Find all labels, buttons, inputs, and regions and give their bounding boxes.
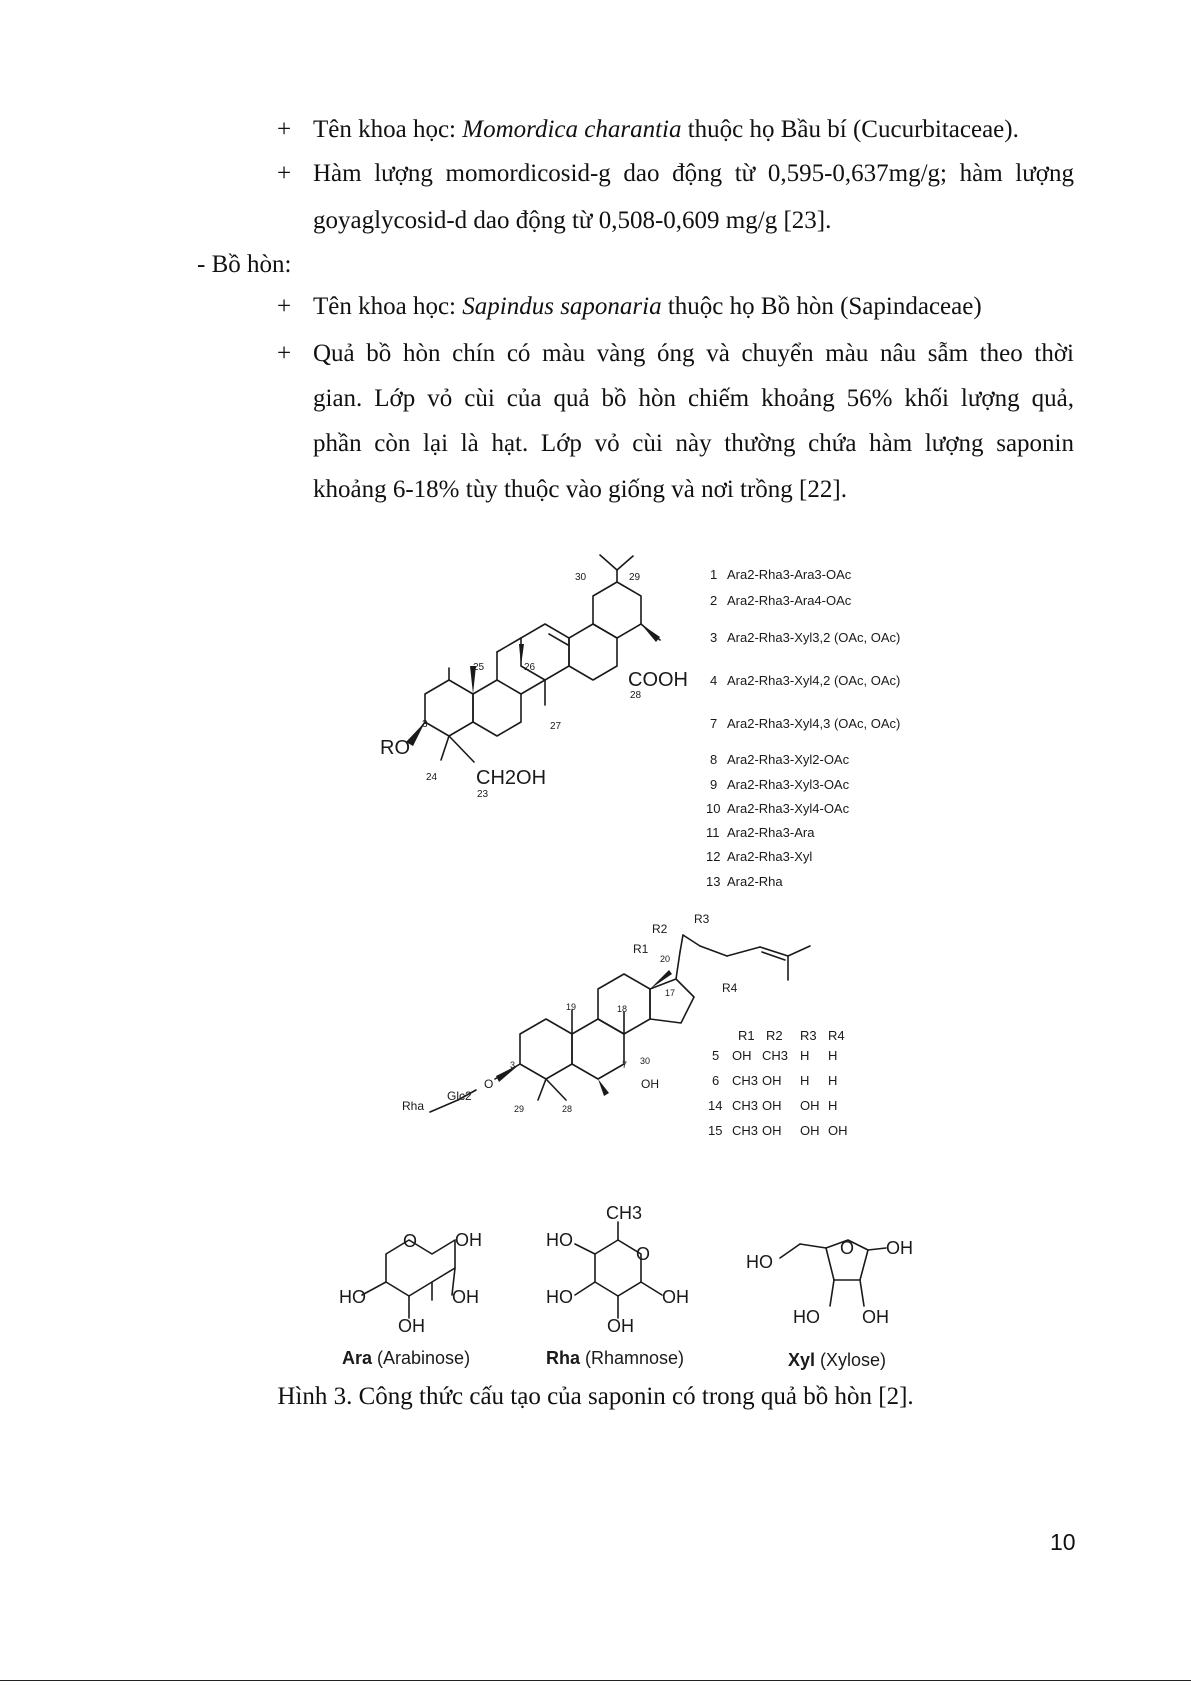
table-row-id: 6 — [712, 1073, 720, 1088]
compound-id: 2 — [710, 593, 718, 608]
locant-17: 17 — [665, 988, 676, 998]
rha-oh-1: OH — [662, 1287, 689, 1307]
locant-23: 23 — [477, 789, 489, 800]
compound-formula: Ara2-Rha3-Xyl4,3 (OAc, OAc) — [727, 716, 901, 731]
compound-formula: Ara2-Rha3-Ara4-OAc — [727, 593, 852, 608]
r3-label: R3 — [694, 912, 710, 926]
locant-29: 29 — [514, 1104, 525, 1114]
table-header-cell: R1 — [738, 1028, 755, 1043]
compound-formula: Ara2-Rha3-Xyl3-OAc — [727, 777, 850, 792]
ch2oh-label: CH2OH — [476, 767, 547, 789]
compound-formula: Ara2-Rha3-Xyl4-OAc — [727, 801, 850, 816]
table-cell: OH — [800, 1098, 820, 1113]
rha-label: Rha — [402, 1099, 425, 1113]
locant-20: 20 — [660, 954, 671, 964]
locant-19: 19 — [566, 1002, 577, 1012]
cooh-label: COOH — [628, 669, 688, 691]
table-cell: CH3 — [732, 1073, 759, 1088]
substituent-table — [708, 1028, 848, 1138]
table-header-cell: R2 — [766, 1028, 783, 1043]
ring-oxygen: O — [840, 1238, 855, 1258]
paragraph-line: gian. Lớp vỏ cùi của quả bồ hòn chiếm khoảng 56% khối lượng quả, — [313, 385, 1074, 412]
xylose-label: Xyl (Xylose) — [788, 1350, 887, 1370]
table-header-cell: R3 — [800, 1028, 817, 1043]
table-cell: H — [828, 1048, 838, 1063]
r1-label: R1 — [633, 942, 649, 956]
footer-rule — [0, 1680, 1191, 1681]
locant-25: 25 — [473, 662, 485, 673]
compound-id: 1 — [710, 567, 718, 582]
rha-oh-2: OH — [607, 1316, 634, 1336]
locant-24: 24 — [426, 772, 438, 783]
compound-formula: Ara2-Rha3-Ara3-OAc — [727, 567, 852, 582]
o-label: O — [484, 1077, 494, 1091]
table-row-id: 14 — [708, 1098, 723, 1113]
text-suffix: thuộc họ Bầu bí (Cucurbitaceae). — [681, 116, 1019, 143]
section-heading: - Bồ hòn: — [197, 251, 292, 278]
locant-28: 28 — [562, 1104, 573, 1114]
table-cell: CH3 — [762, 1048, 789, 1063]
compound-id: 11 — [706, 825, 720, 840]
scientific-name: Sapindus saponaria — [462, 293, 662, 320]
locant-28: 28 — [630, 690, 642, 701]
r4-label: R4 — [722, 981, 738, 995]
table-cell: OH — [762, 1123, 782, 1138]
locant-26: 26 — [524, 662, 536, 673]
paragraph-line: goyaglycosid-d dao động từ 0,508-0,609 mg/g [23]. — [313, 207, 832, 234]
table-row-id: 5 — [712, 1048, 720, 1063]
ring-oxygen: O — [636, 1244, 651, 1264]
text-prefix: Tên khoa học: — [313, 116, 463, 143]
compound-list — [706, 567, 900, 889]
bullet-marker: + — [277, 160, 292, 187]
rhamnose-ring — [575, 1222, 662, 1318]
ro-label: RO — [380, 737, 410, 759]
page-number: 10 — [1050, 1529, 1076, 1555]
table-header-cell: R4 — [828, 1028, 845, 1043]
table-cell: H — [800, 1048, 810, 1063]
locant-7: 7 — [622, 1060, 628, 1070]
rhamnose-label: Rha (Rhamnose) — [546, 1348, 685, 1368]
xyl-oh-2: OH — [862, 1307, 889, 1327]
compound-id: 13 — [706, 874, 721, 889]
table-cell: H — [800, 1073, 810, 1088]
table-cell: OH — [762, 1098, 782, 1113]
r2-label: R2 — [652, 922, 668, 936]
ara-oh-3: OH — [398, 1316, 425, 1336]
figure-caption: Hình 3. Công thức cấu tạo của saponin có trong quả bồ hòn [2]. — [277, 1383, 914, 1410]
paragraph-line: Quả bồ hòn chín có màu vàng óng và chuyển màu nâu sẫm theo thời — [313, 340, 1074, 367]
rha-ch3: CH3 — [606, 1203, 643, 1223]
locant-3: 3 — [422, 719, 428, 730]
locant-30: 30 — [575, 572, 587, 583]
compound-id: 10 — [706, 801, 721, 816]
bullet-marker: + — [277, 116, 292, 143]
triterpene-structure — [410, 555, 660, 762]
compound-id: 8 — [710, 752, 718, 767]
compound-formula: Ara2-Rha3-Xyl4,2 (OAc, OAc) — [727, 673, 901, 688]
oh-label: OH — [641, 1077, 659, 1091]
table-cell: OH — [732, 1048, 752, 1063]
bullet-marker: + — [277, 293, 292, 320]
xyl-ho-2: HO — [793, 1307, 820, 1327]
xylose-ring — [780, 1240, 886, 1306]
compound-id: 12 — [706, 849, 721, 864]
xyl-oh-1: OH — [886, 1238, 913, 1258]
bullet-marker: + — [277, 340, 292, 367]
glc-label: Glc2 — [447, 1089, 472, 1103]
table-cell: OH — [762, 1073, 782, 1088]
compound-id: 3 — [710, 630, 718, 645]
compound-id: 7 — [710, 716, 718, 731]
ara-ho: HO — [339, 1287, 366, 1307]
locant-3: 3 — [510, 1060, 516, 1070]
table-cell: H — [828, 1098, 838, 1113]
compound-formula: Ara2-Rha3-Xyl — [727, 849, 813, 864]
table-row-id: 15 — [708, 1123, 723, 1138]
locant-30: 30 — [640, 1056, 651, 1066]
ara-oh-1: OH — [455, 1230, 482, 1250]
scientific-name: Momordica charantia — [462, 116, 682, 143]
compound-formula: Ara2-Rha3-Xyl3,2 (OAc, OAc) — [727, 630, 901, 645]
arabinose-label: Ara (Arabinose) — [342, 1348, 471, 1368]
table-cell: OH — [800, 1123, 820, 1138]
text-suffix: thuộc họ Bồ hòn (Sapindaceae) — [661, 293, 982, 320]
paragraph-line: phần còn lại là hạt. Lớp vỏ cùi này thường chứa hàm lượng saponin — [313, 430, 1074, 457]
locant-18: 18 — [617, 1004, 628, 1014]
ring-oxygen: O — [403, 1231, 418, 1251]
table-cell: OH — [828, 1123, 848, 1138]
locant-29: 29 — [629, 572, 641, 583]
arabinose-ring — [362, 1240, 455, 1318]
compound-formula: Ara2-Rha3-Xyl2-OAc — [727, 752, 850, 767]
compound-id: 9 — [710, 777, 718, 792]
rha-ho-1: HO — [546, 1230, 573, 1250]
compound-formula: Ara2-Rha3-Ara — [727, 825, 815, 840]
locant-27: 27 — [550, 721, 562, 732]
paragraph-line: Hàm lượng momordicosid-g dao động từ 0,595-0,637mg/g; hàm lượng — [313, 160, 1074, 187]
xyl-ho-1: HO — [746, 1252, 773, 1272]
paragraph-line: khoảng 6-18% tùy thuộc vào giống và nơi trồng [22]. — [313, 476, 847, 503]
table-cell: CH3 — [732, 1098, 759, 1113]
rha-ho-2: HO — [546, 1287, 573, 1307]
table-cell: H — [828, 1073, 838, 1088]
ara-oh-2: OH — [452, 1287, 479, 1307]
compound-id: 4 — [710, 673, 718, 688]
compound-formula: Ara2-Rha — [727, 874, 783, 889]
text-prefix: Tên khoa học: — [313, 293, 463, 320]
table-cell: CH3 — [732, 1123, 759, 1138]
